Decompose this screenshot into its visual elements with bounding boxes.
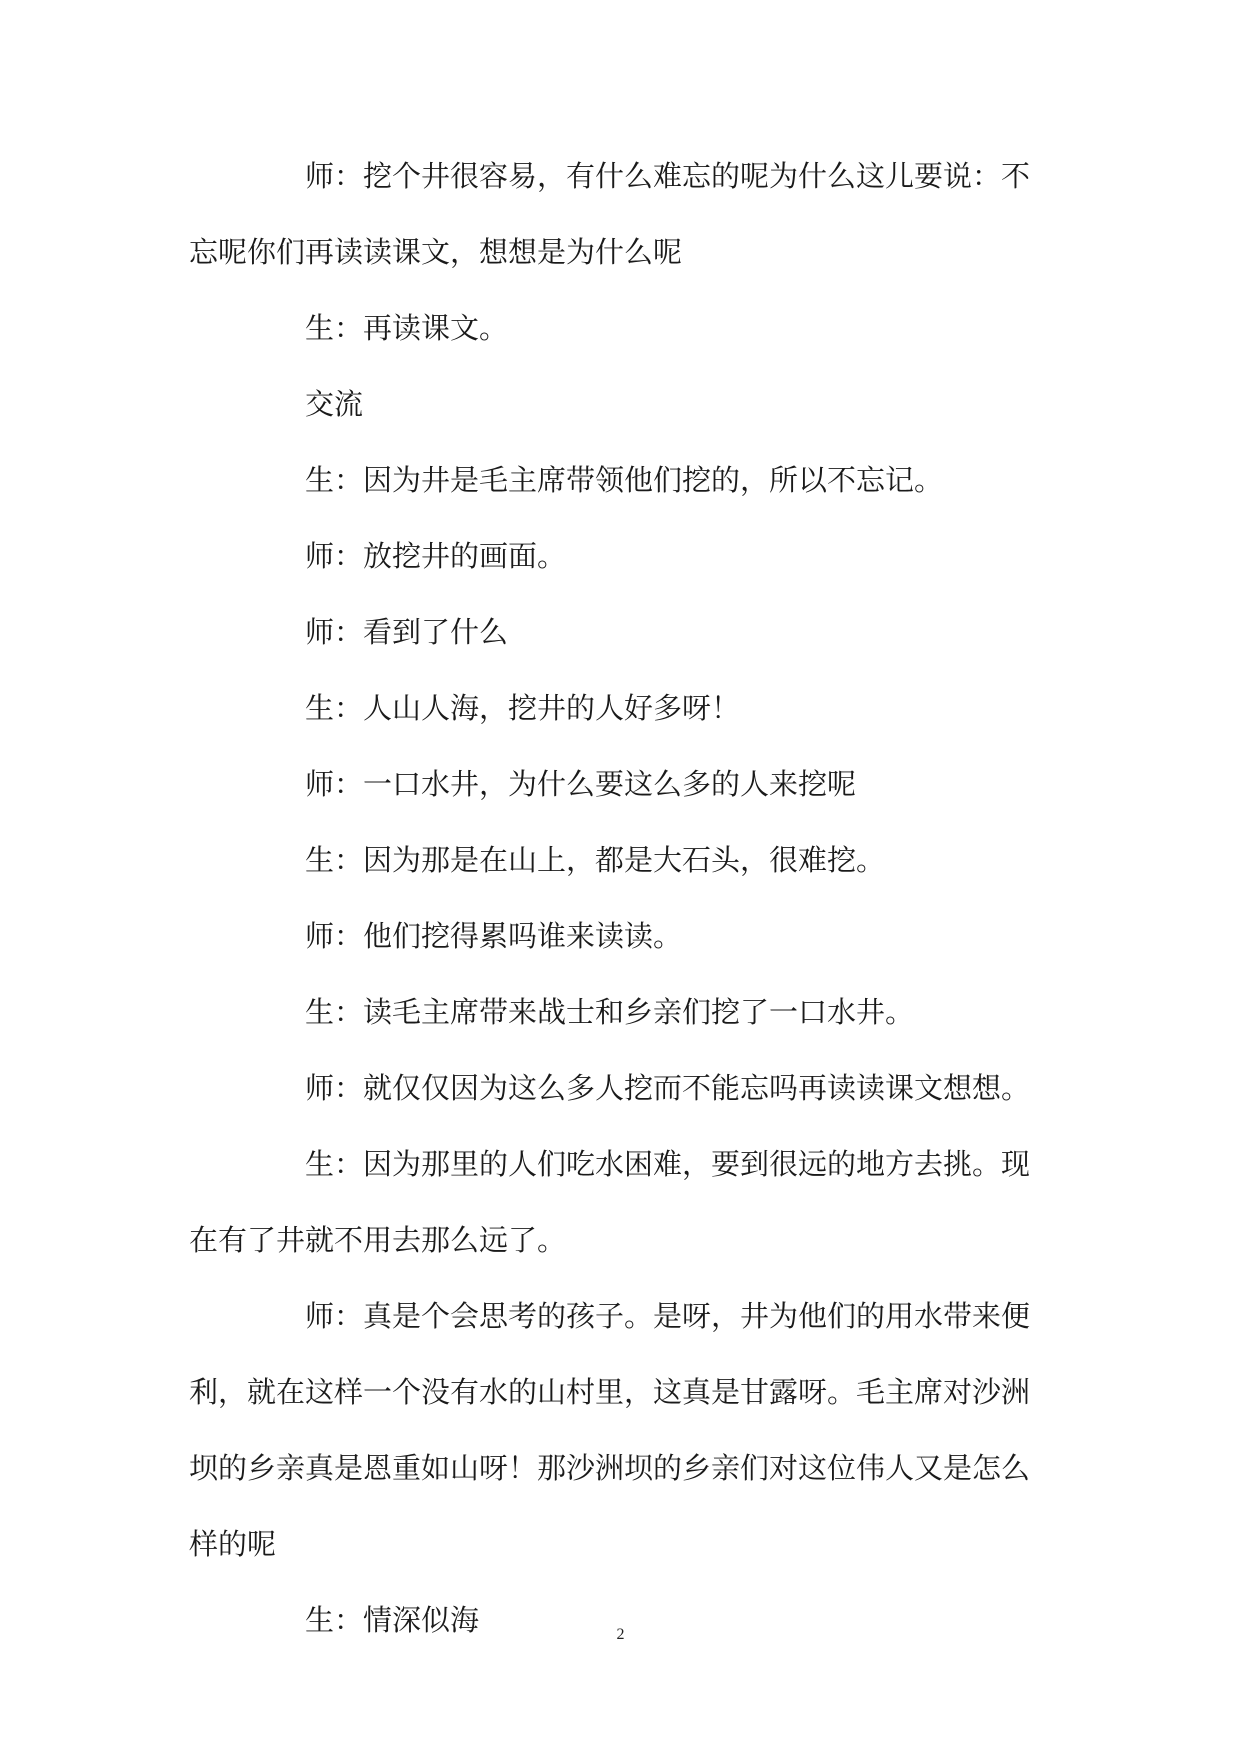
paragraph: 师：一口水井，为什么要这么多的人来挖呢 <box>305 767 857 801</box>
paragraph: 生：读毛主席带来战士和乡亲们挖了一口水井。 <box>305 995 915 1029</box>
page-number: 2 <box>616 1626 625 1643</box>
paragraph: 生：因为井是毛主席带领他们挖的，所以不忘记。 <box>305 463 944 497</box>
paragraph: 师：他们挖得累吗谁来读读。 <box>305 919 683 953</box>
paragraph: 生：因为那是在山上，都是大石头，很难挖。 <box>305 843 886 877</box>
document-body <box>189 138 1055 1658</box>
paragraph: 生：再读课文。 <box>305 311 509 345</box>
paragraph: 生：人山人海，挖井的人好多呀！ <box>305 691 741 725</box>
paragraph: 师：真是个会思考的孩子。是呀，井为他们的用水带来便利，就在这样一个没有水的山村里，这真是甘露呀。毛主席对沙洲坝的乡亲真是恩重如山呀！那沙洲坝的乡亲们对这位伟人又是怎么样的呢 <box>189 1299 1031 1561</box>
paragraph: 生：因为那里的人们吃水困难，要到很远的地方去挑。现在有了井就不用去那么远了。 <box>189 1147 1031 1257</box>
paragraph: 交流 <box>305 387 364 421</box>
paragraph: 师：就仅仅因为这么多人挖而不能忘吗再读读课文想想。 <box>305 1071 1031 1105</box>
paragraph: 师：放挖井的画面。 <box>305 539 567 573</box>
paragraph: 师：看到了什么 <box>305 615 509 649</box>
paragraph: 师：挖个井很容易，有什么难忘的呢为什么这儿要说：不忘呢你们再读读课文，想想是为什么呢 <box>189 159 1031 269</box>
paragraph: 生：情深似海 <box>305 1603 480 1637</box>
